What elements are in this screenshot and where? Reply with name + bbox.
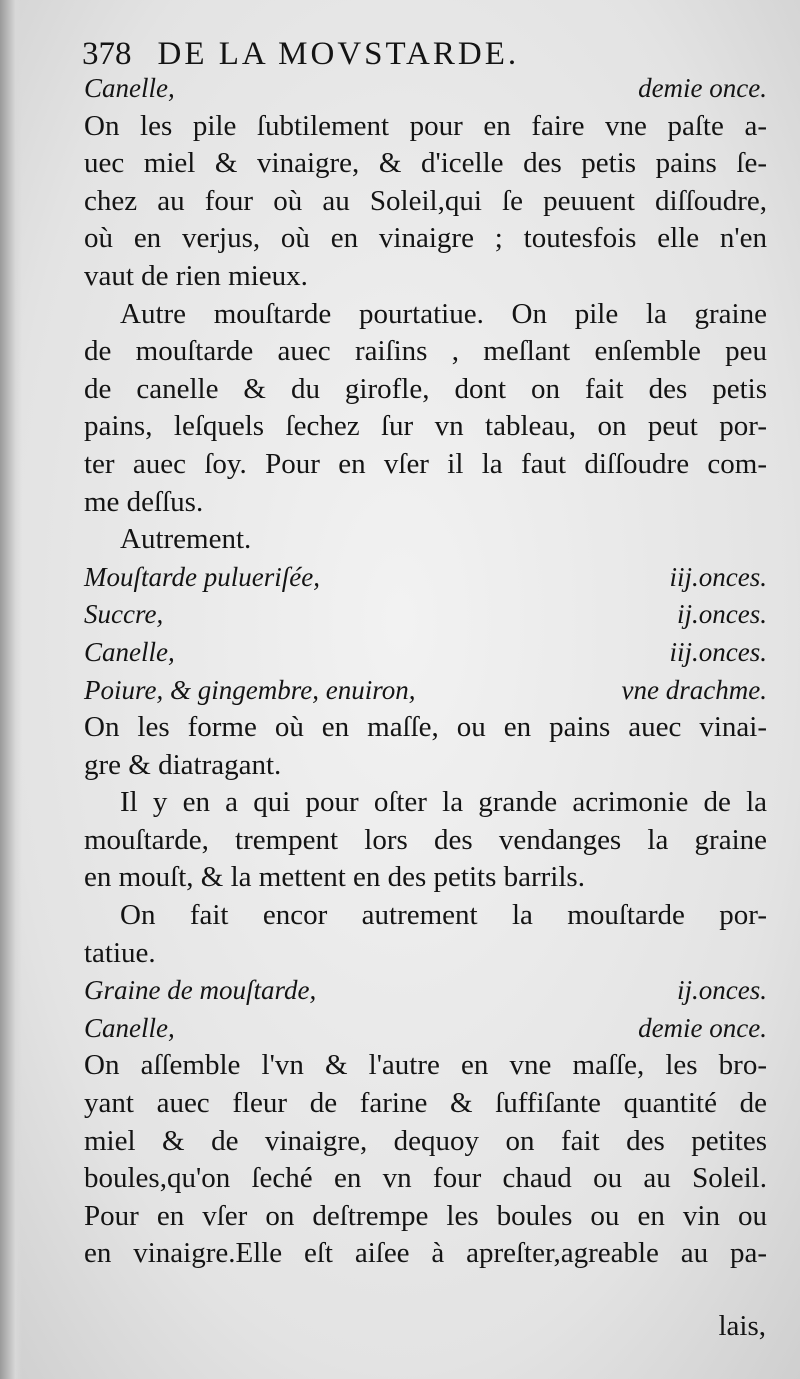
text-line: Autre mouſtarde pourtatiue. On pile la graine bbox=[120, 297, 767, 330]
quantity: demie once. bbox=[638, 1012, 767, 1043]
text-line: On fait encor autrement la mouſtarde por- bbox=[120, 899, 767, 932]
text-line: Il y en a qui pour oſter la grande acrimonie de la bbox=[120, 786, 767, 819]
quantity: vne drachme. bbox=[621, 674, 767, 705]
ingredient: Mouſtarde pulueriſée, bbox=[84, 561, 320, 592]
text-line: uec miel & vinaigre, & d'icelle des petis pains ſe- bbox=[84, 147, 767, 180]
recipe-line bbox=[84, 1010, 767, 1048]
quantity: demie once. bbox=[638, 73, 767, 103]
quantity: ij.onces. bbox=[677, 975, 767, 1006]
running-title: DE LA MOVSTARDE. bbox=[157, 36, 520, 72]
text-line: en mouſt, & la mettent en des petits barrils. bbox=[84, 861, 585, 894]
quantity: iij.onces. bbox=[669, 561, 767, 592]
text-line: On aſſemble l'vn & l'autre en vne maſſe, les bro- bbox=[84, 1049, 767, 1082]
text-line: tatiue. bbox=[84, 936, 156, 969]
recipe-line bbox=[84, 596, 767, 634]
page-gutter-shadow bbox=[0, 0, 22, 1379]
text-line: en vinaigre.Elle eſt aiſee à apreſter,agreable au pa- bbox=[84, 1237, 767, 1270]
quantity: iij.onces. bbox=[669, 636, 767, 667]
text-line: yant auec fleur de farine & ſuffiſante quantité de bbox=[84, 1087, 767, 1120]
text-line: vaut de rien mieux. bbox=[84, 259, 308, 292]
page-body bbox=[84, 70, 767, 1273]
text-line: où en verjus, où en vinaigre ; toutesfois elle n'en bbox=[84, 222, 767, 255]
text-line: ter auec ſoy. Pour en vſer il la faut diſſoudre com- bbox=[84, 447, 767, 480]
catchword: lais, bbox=[718, 1310, 766, 1342]
text-line: miel & de vinaigre, dequoy on fait des petites bbox=[84, 1124, 767, 1157]
text-line: pains, leſquels ſechez ſur vn tableau, on peut por- bbox=[84, 410, 767, 443]
text-line: de mouſtarde auec raiſins , meſlant enſemble peu bbox=[84, 335, 767, 368]
ingredient: Succre, bbox=[84, 599, 164, 630]
page-number: 378 bbox=[82, 36, 132, 72]
text-line: chez au four où au Soleil,qui ſe peuuent diſſoudre, bbox=[84, 184, 767, 217]
ingredient: Graine de mouſtarde, bbox=[84, 975, 317, 1006]
text-line: boules,qu'on ſeché en vn four chaud ou au Soleil. bbox=[84, 1162, 767, 1195]
text-line: de canelle & du girofle, dont on fait des petis bbox=[84, 372, 767, 405]
section-heading: Autrement. bbox=[120, 523, 252, 556]
recipe-line bbox=[84, 634, 767, 672]
recipe-line bbox=[84, 672, 767, 710]
text-line: gre & diatragant. bbox=[84, 748, 282, 781]
text-line: On les forme où en maſſe, ou en pains auec vinai- bbox=[84, 711, 767, 744]
ingredient: Canelle, bbox=[84, 73, 175, 103]
ingredient: Canelle, bbox=[84, 1012, 175, 1043]
recipe-line bbox=[84, 972, 767, 1010]
text-line: On les pile ſubtilement pour en faire vne paſte a- bbox=[84, 109, 767, 142]
text-line: me deſſus. bbox=[84, 485, 204, 518]
ingredient: Poiure, & gingembre, enuiron, bbox=[84, 674, 416, 705]
quantity: ij.onces. bbox=[677, 599, 767, 630]
recipe-line bbox=[84, 70, 767, 108]
ingredient: Canelle, bbox=[84, 636, 175, 667]
text-line: Pour en vſer on deſtrempe les boules ou en vin ou bbox=[84, 1199, 767, 1232]
text-line: mouſtarde, trempent lors des vendanges la graine bbox=[84, 823, 767, 856]
recipe-line bbox=[84, 559, 767, 597]
